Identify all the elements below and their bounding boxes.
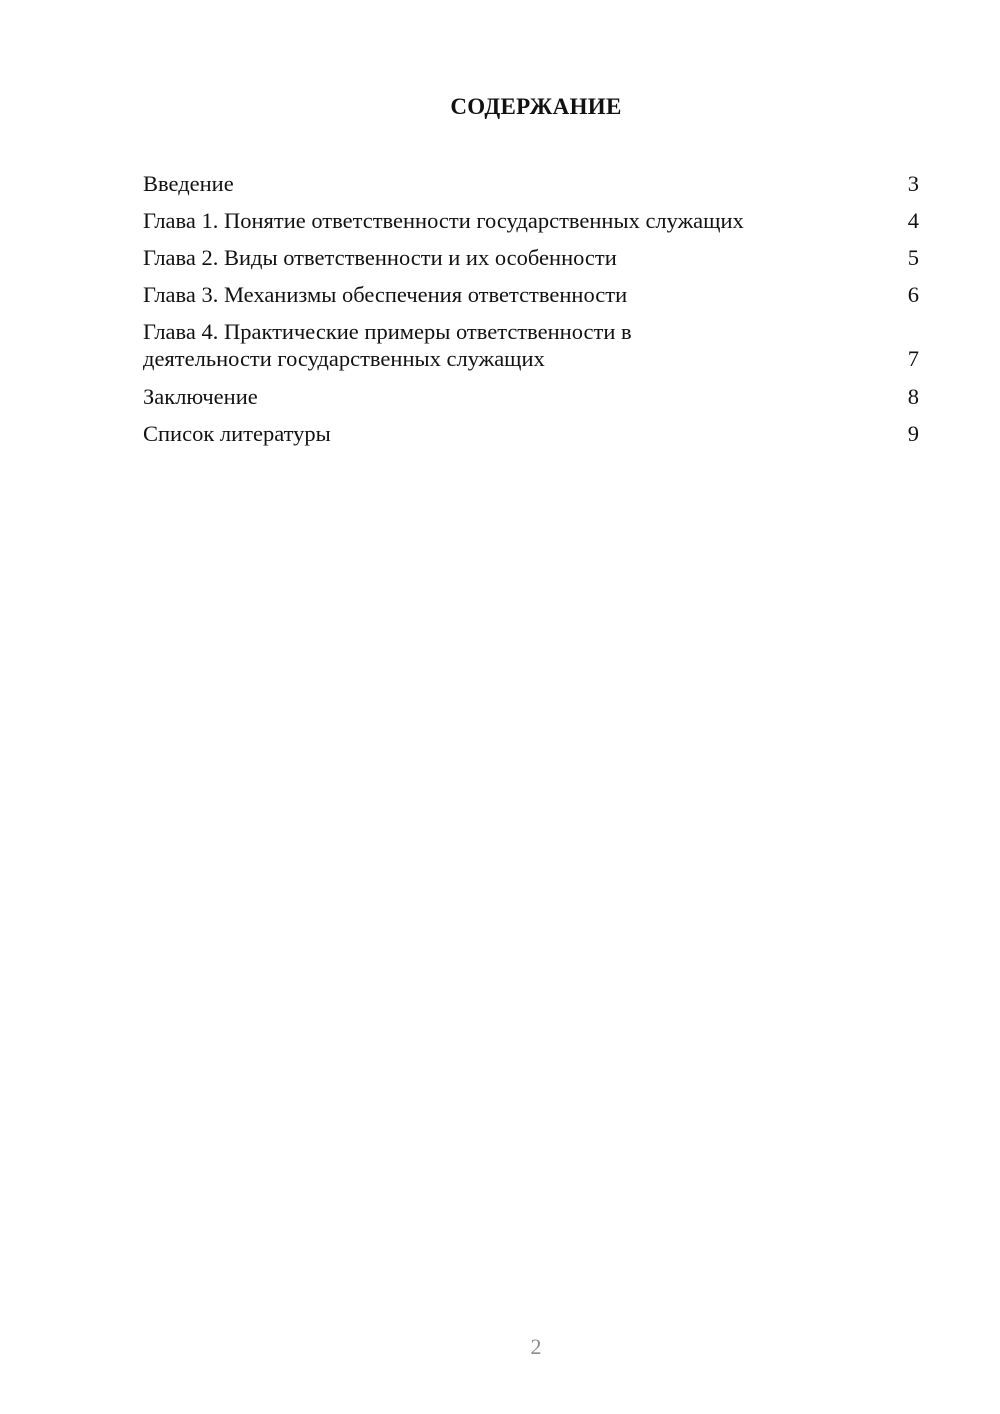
toc-entry-page: 6: [907, 282, 919, 307]
toc-entry-label: Список литературы: [143, 421, 331, 446]
toc-entry-label: Заключение: [143, 384, 258, 409]
toc-entry-chapter-3: [143, 281, 919, 308]
toc-entry-page: 9: [907, 421, 919, 446]
toc-entry-page: 7: [907, 346, 919, 371]
page-number: 2: [530, 1334, 542, 1359]
toc-entry-label: Глава 1. Понятие ответственности государственных служащих: [143, 208, 744, 233]
toc-entry-label: Глава 2. Виды ответственности и их особенности: [143, 245, 617, 270]
toc-entry-page: 8: [907, 384, 919, 409]
page-title: СОДЕРЖАНИЕ: [450, 94, 622, 119]
toc-entry-chapter-4: [143, 318, 919, 372]
toc-entry-label: Введение: [143, 171, 234, 196]
toc-entry-chapter-1: [143, 207, 919, 234]
toc-entry-page: 3: [907, 171, 919, 196]
toc-entry-label: Глава 3. Механизмы обеспечения ответственности: [143, 282, 628, 307]
table-of-contents: [143, 170, 919, 457]
toc-entry-references: [143, 420, 919, 447]
toc-entry-label: Глава 4. Практические примеры ответственности в деятельности государственных служащих: [143, 319, 632, 371]
toc-entry-conclusion: [143, 383, 919, 410]
toc-entry-introduction: [143, 170, 919, 197]
toc-entry-page: 4: [907, 208, 919, 233]
toc-entry-chapter-2: [143, 244, 919, 271]
toc-entry-page: 5: [907, 245, 919, 270]
